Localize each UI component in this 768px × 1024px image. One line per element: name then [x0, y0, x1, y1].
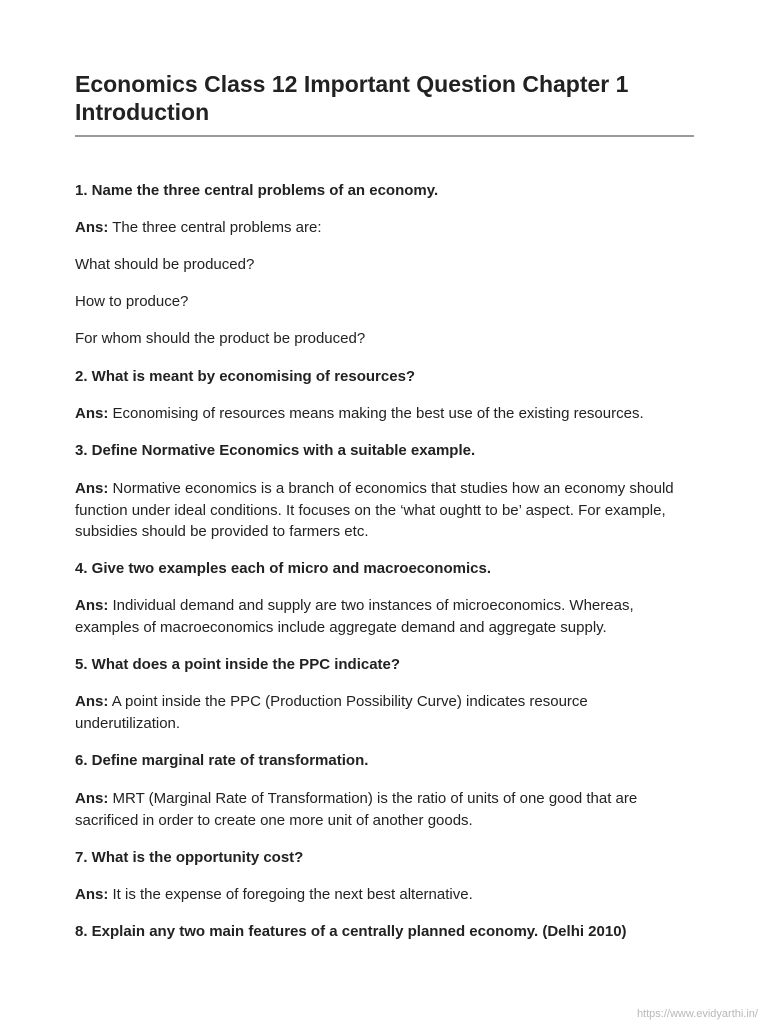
page-title: Economics Class 12 Important Question Chapter 1 Introduction	[75, 71, 629, 125]
question-2: 2. What is meant by economising of resources?	[75, 368, 416, 385]
answer-1-point: What should be produced?	[75, 256, 255, 273]
footer-url[interactable]: https://www.evidyarthi.in/	[636, 1008, 758, 1020]
ans-label: Ans:	[75, 219, 109, 236]
ans-label: Ans:	[75, 886, 109, 903]
answer-3-text: Normative economics is a branch of economics that studies how an economy should function under ideal conditions. It focuses on the ‘what oughtt to be’ aspect. For example, subsidies should be provided to farmers etc.	[75, 480, 674, 540]
question-4: 4. Give two examples each of micro and macroeconomics.	[75, 560, 491, 577]
answer-5	[75, 691, 695, 734]
question-7: 7. What is the opportunity cost?	[75, 849, 304, 866]
question-5: 5. What does a point inside the PPC indicate?	[75, 656, 401, 673]
answer-5-text: A point inside the PPC (Production Possibility Curve) indicates resource underutilization.	[75, 693, 588, 732]
answer-4	[75, 595, 695, 638]
answer-7-text: It is the expense of foregoing the next best alternative.	[112, 886, 473, 903]
ans-label: Ans:	[75, 597, 109, 614]
answer-3	[75, 478, 695, 543]
ans-label: Ans:	[75, 480, 109, 497]
answer-2-text: Economising of resources means making the best use of the existing resources.	[112, 405, 644, 422]
question-3: 3. Define Normative Economics with a suitable example.	[75, 442, 476, 459]
answer-6	[75, 788, 695, 831]
answer-1-point: For whom should the product be produced?	[75, 330, 366, 347]
question-6: 6. Define marginal rate of transformation.	[75, 752, 369, 769]
answer-7	[75, 884, 695, 906]
title-divider	[75, 135, 694, 137]
answer-1-text: The three central problems are:	[112, 219, 322, 236]
question-1: 1. Name the three central problems of an economy.	[75, 182, 439, 199]
answer-6-text: MRT (Marginal Rate of Transformation) is the ratio of units of one good that are sacrificed in order to create one more unit of another goods.	[75, 790, 638, 829]
answer-1	[75, 217, 695, 239]
answer-2	[75, 403, 695, 425]
answer-4-text: Individual demand and supply are two instances of microeconomics. Whereas, examples of macroeconomics include aggregate demand and aggregate supply.	[75, 597, 634, 636]
ans-label: Ans:	[75, 405, 109, 422]
answer-1-point: How to produce?	[75, 293, 189, 310]
ans-label: Ans:	[75, 790, 109, 807]
question-8: 8. Explain any two main features of a centrally planned economy. (Delhi 2010)	[75, 923, 627, 940]
ans-label: Ans:	[75, 693, 109, 710]
